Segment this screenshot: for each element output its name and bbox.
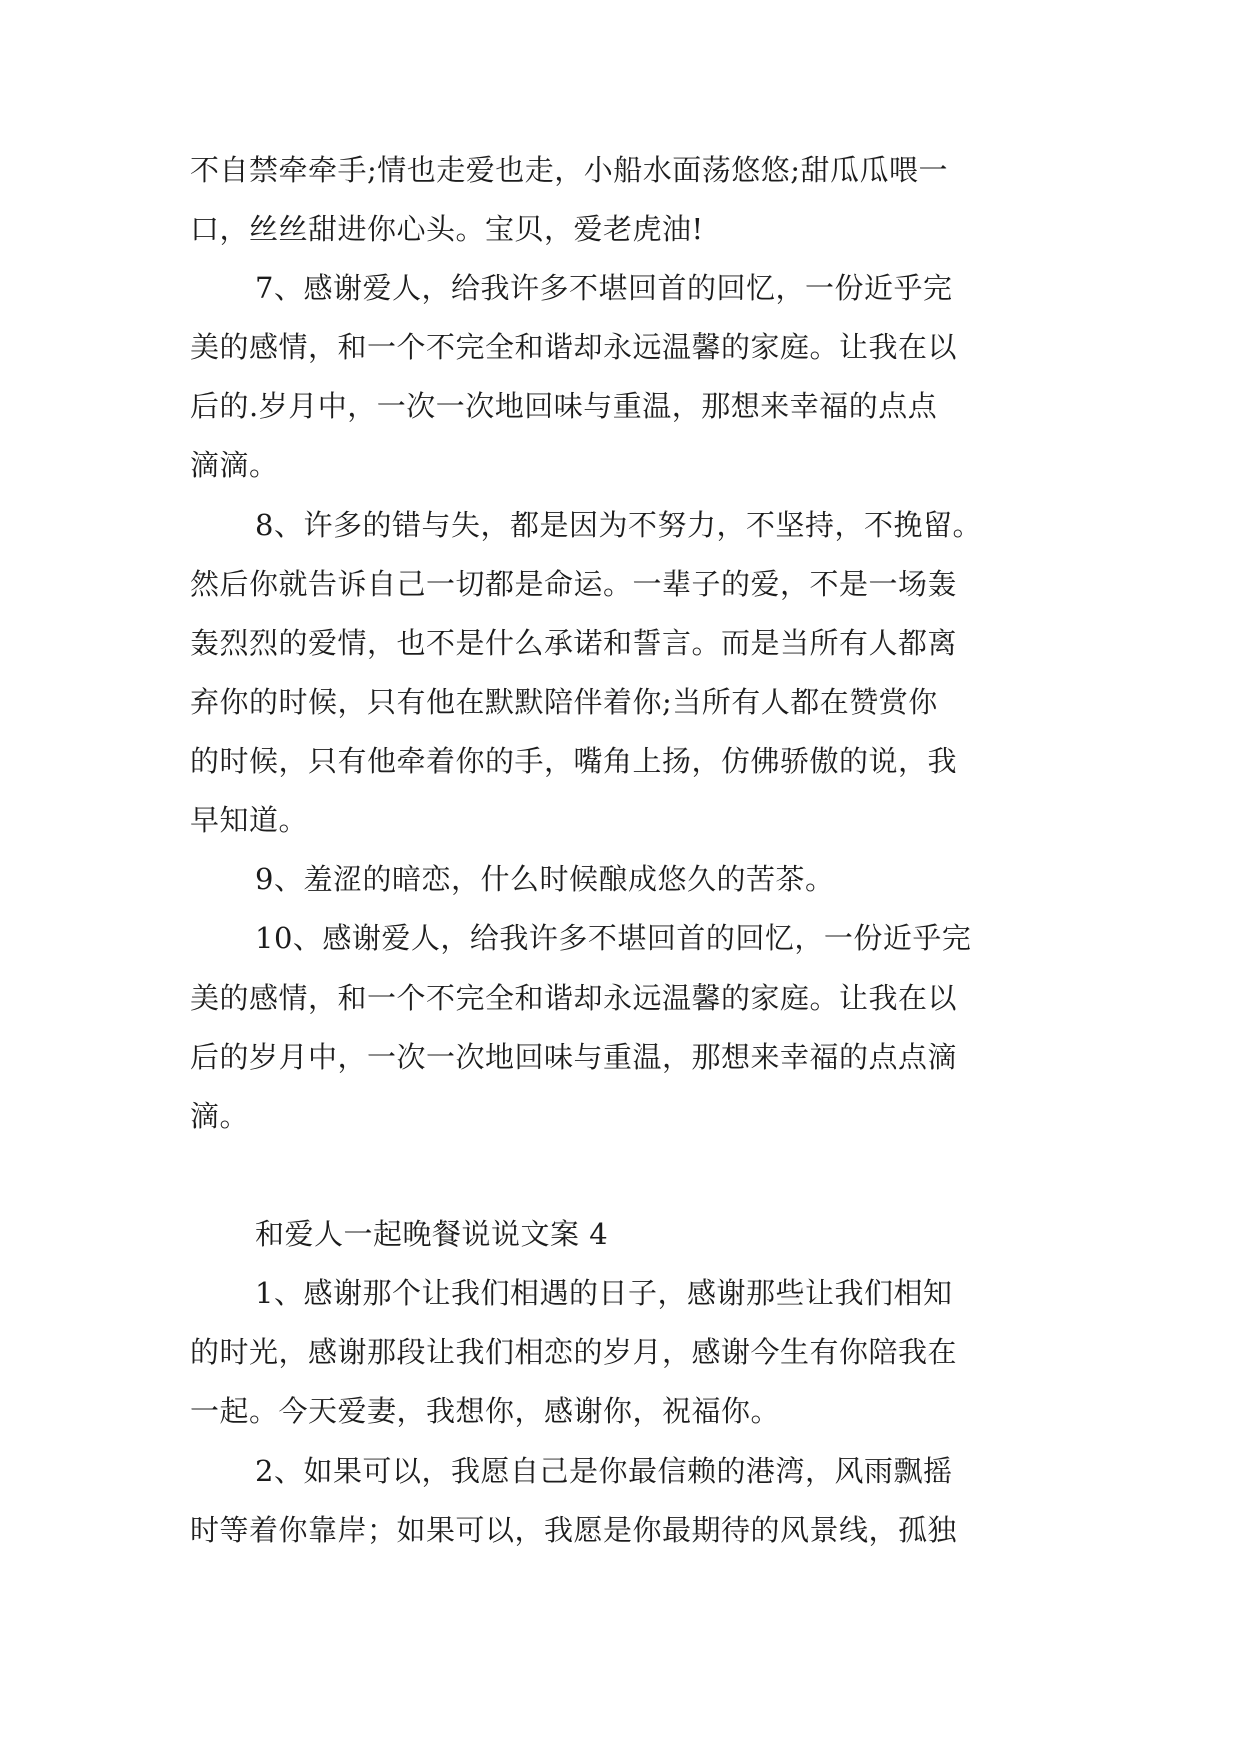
text-line: 早知道。 [190,803,309,837]
paragraph-start: 9、羞涩的暗恋，什么时候酿成悠久的苦茶。 [255,862,835,896]
text-line: 美的感情，和一个不完全和谐却永远温馨的家庭。让我在以 [190,330,958,364]
paragraph-start: 1、感谢那个让我们相遇的日子，感谢那些让我们相知 [255,1276,953,1310]
paragraph-start: 10、感谢爱人，给我许多不堪回首的回忆，一份近乎完 [255,921,972,955]
section-heading: 和爱人一起晚餐说说文案 4 [255,1217,609,1251]
text-line: 后的.岁月中，一次一次地回味与重温，那想来幸福的点点 [190,389,938,423]
text-line: 然后你就告诉自己一切都是命运。一辈子的爱，不是一场轰 [190,567,958,601]
text-line: 不自禁牵牵手;情也走爱也走，小船水面荡悠悠;甜瓜瓜喂一 [190,153,949,187]
text-line: 美的感情，和一个不完全和谐却永远温馨的家庭。让我在以 [190,981,958,1015]
text-line: 滴。 [190,1099,250,1133]
text-line: 弃你的时候，只有他在默默陪伴着你;当所有人都在赞赏你 [190,685,938,719]
text-line: 时等着你靠岸；如果可以，我愿是你最期待的风景线，孤独 [190,1513,958,1547]
text-line: 轰烈烈的爱情，也不是什么承诺和誓言。而是当所有人都离 [190,626,958,660]
text-line: 后的岁月中，一次一次地回味与重温，那想来幸福的点点滴 [190,1040,958,1074]
text-line: 口，丝丝甜进你心头。宝贝，爱老虎油! [190,212,704,246]
text-line: 滴滴。 [190,448,279,482]
paragraph-start: 2、如果可以，我愿自己是你最信赖的港湾，风雨飘摇 [255,1454,953,1488]
text-line: 的时光，感谢那段让我们相恋的岁月，感谢今生有你陪我在 [190,1335,958,1369]
paragraph-start: 7、感谢爱人，给我许多不堪回首的回忆，一份近乎完 [255,271,953,305]
text-line: 一起。今天爱妻，我想你，感谢你，祝福你。 [190,1394,781,1428]
text-line: 的时候，只有他牵着你的手，嘴角上扬，仿佛骄傲的说，我 [190,744,958,778]
paragraph-start: 8、许多的错与失，都是因为不努力，不坚持，不挽留。 [255,508,982,542]
